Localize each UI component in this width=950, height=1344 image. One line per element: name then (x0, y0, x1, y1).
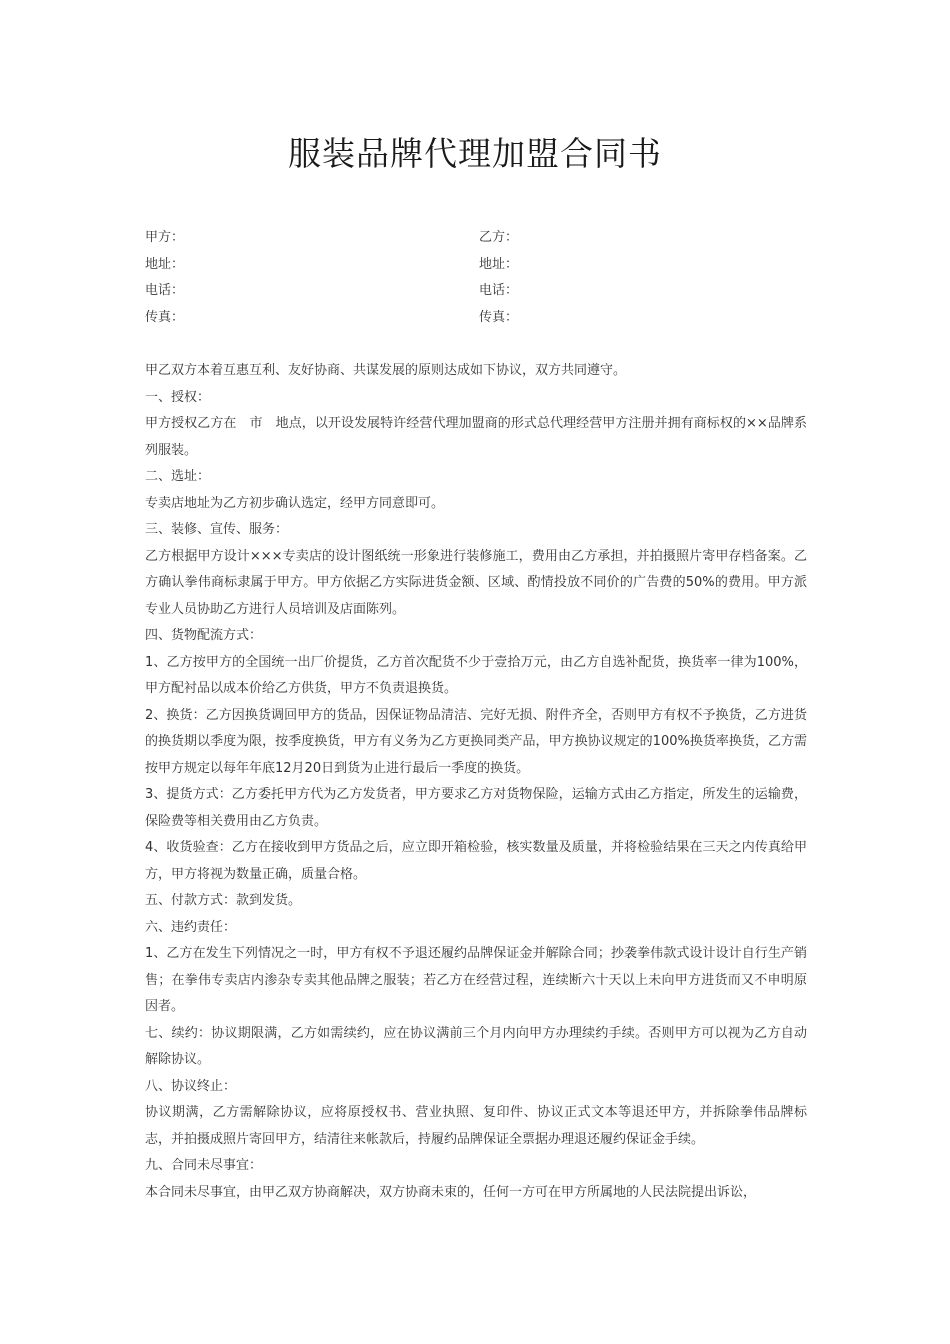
paragraph-termination: 协议期满，乙方需解除协议，应将原授权书、营业执照、复印件、协议正式文本等退还甲方，并拆除拳伟品牌标志，并拍摄成照片寄回甲方，结清往来帐款后，持履约品牌保证全票据办理退还履约保证金手续。 (145, 1105, 807, 1147)
party-b-fax-label: 传真： (479, 309, 519, 325)
party-row-address (145, 255, 825, 282)
paragraph-other-matters: 本合同未尽事宜，由甲乙双方协商解决，双方协商未束的，任何一方可在甲方所属地的人民法院提出诉讼， (145, 1184, 757, 1200)
paragraph-decoration: 乙方根据甲方设计×××专卖店的设计图纸统一形象进行装修施工，费用由乙方承担，并拍摄照片寄甲存档备案。乙方确认拳伟商标隶属于甲方。甲方依据乙方实际进货金额、区域、酌情投放不同价的广告费的50%的费用。甲方派专业人员协助乙方进行人员培训及店面陈列。 (145, 548, 807, 617)
section-payment: 五、付款方式：款到发货。 (145, 893, 302, 908)
document-title: 服装品牌代理加盟合同书 (288, 134, 662, 173)
paragraph-breach-1: 1、乙方在发生下列情况之一时，甲方有权不予退还履约品牌保证金并解除合同；抄袭拳伟款式设计设计自行生产销售；在拳伟专卖店内渗杂专卖其他品牌之服装；若乙方在经营过程，连续断六十天以上未向甲方进货而又不申明原因者。 (145, 946, 807, 1014)
section-heading-breach: 六、违约责任： (145, 919, 237, 935)
section-renewal: 七、续约：协议期限满，乙方如需续约，应在协议满前三个月内向甲方办理续约手续。否则甲方可以视为乙方自动解除协议。 (145, 1025, 807, 1067)
section-heading-site-selection: 二、选址： (145, 469, 211, 484)
section-heading-authorization: 一、授权： (145, 389, 211, 405)
party-info-block (145, 228, 825, 334)
paragraph-distribution-2: 2、换货：乙方因换货调回甲方的货品，因保证物品清洁、完好无损、附件齐全，否则甲方有权不予换货，乙方进货的换货期以季度为限，按季度换货，甲方有义务为乙方更换同类产品，甲方换协议规定的100%换货率换货，乙方需按甲方规定以每年年底12月20日到货为止进行最后一季度的换货。 (145, 707, 807, 776)
party-row-name (145, 228, 825, 255)
paragraph-authorization: 甲方授权乙方在 市 地点，以开设发展特许经营代理加盟商的形式总代理经营甲方注册并拥有商标权的××品牌系列服装。 (145, 416, 807, 458)
section-heading-distribution: 四、货物配流方式： (145, 628, 263, 643)
paragraph-site-selection: 专卖店地址为乙方初步确认选定，经甲方同意即可。 (145, 495, 445, 511)
party-a-fax-label: 传真： (145, 309, 185, 325)
party-row-fax (145, 308, 825, 335)
party-b-address-label: 地址： (479, 256, 519, 272)
party-a-phone-label: 电话： (145, 283, 185, 298)
party-a-address-label: 地址： (145, 256, 185, 272)
section-heading-decoration: 三、装修、宣传、服务： (145, 522, 289, 537)
party-b-name-label: 乙方： (479, 230, 519, 245)
paragraph-distribution-3: 3、提货方式：乙方委托甲方代为乙方发货者，甲方要求乙方对货物保险，运输方式由乙方指定，所发生的运输费，保险费等相关费用由乙方负责。 (145, 787, 807, 829)
party-row-phone (145, 281, 825, 308)
contract-body (145, 358, 807, 1206)
party-b-phone-label: 电话： (479, 283, 519, 298)
paragraph-distribution-1: 1、乙方按甲方的全国统一出厂价提货，乙方首次配货不少于壹拾万元，由乙方自选补配货，换货率一律为100%，甲方配衬品以成本价给乙方供货，甲方不负责退换货。 (145, 654, 807, 696)
section-heading-termination: 八、协议终止： (145, 1078, 237, 1094)
party-a-name-label: 甲方： (145, 230, 185, 245)
preamble-paragraph: 甲乙双方本着互惠互利、友好协商、共谋发展的原则达成如下协议，双方共同遵守。 (145, 363, 627, 378)
paragraph-distribution-4: 4、收货验查：乙方在接收到甲方货品之后，应立即开箱检验，核实数量及质量，并将检验结果在三天之内传真给甲方，甲方将视为数量正确，质量合格。 (145, 840, 807, 882)
section-heading-other-matters: 九、合同未尽事宜： (145, 1158, 263, 1173)
